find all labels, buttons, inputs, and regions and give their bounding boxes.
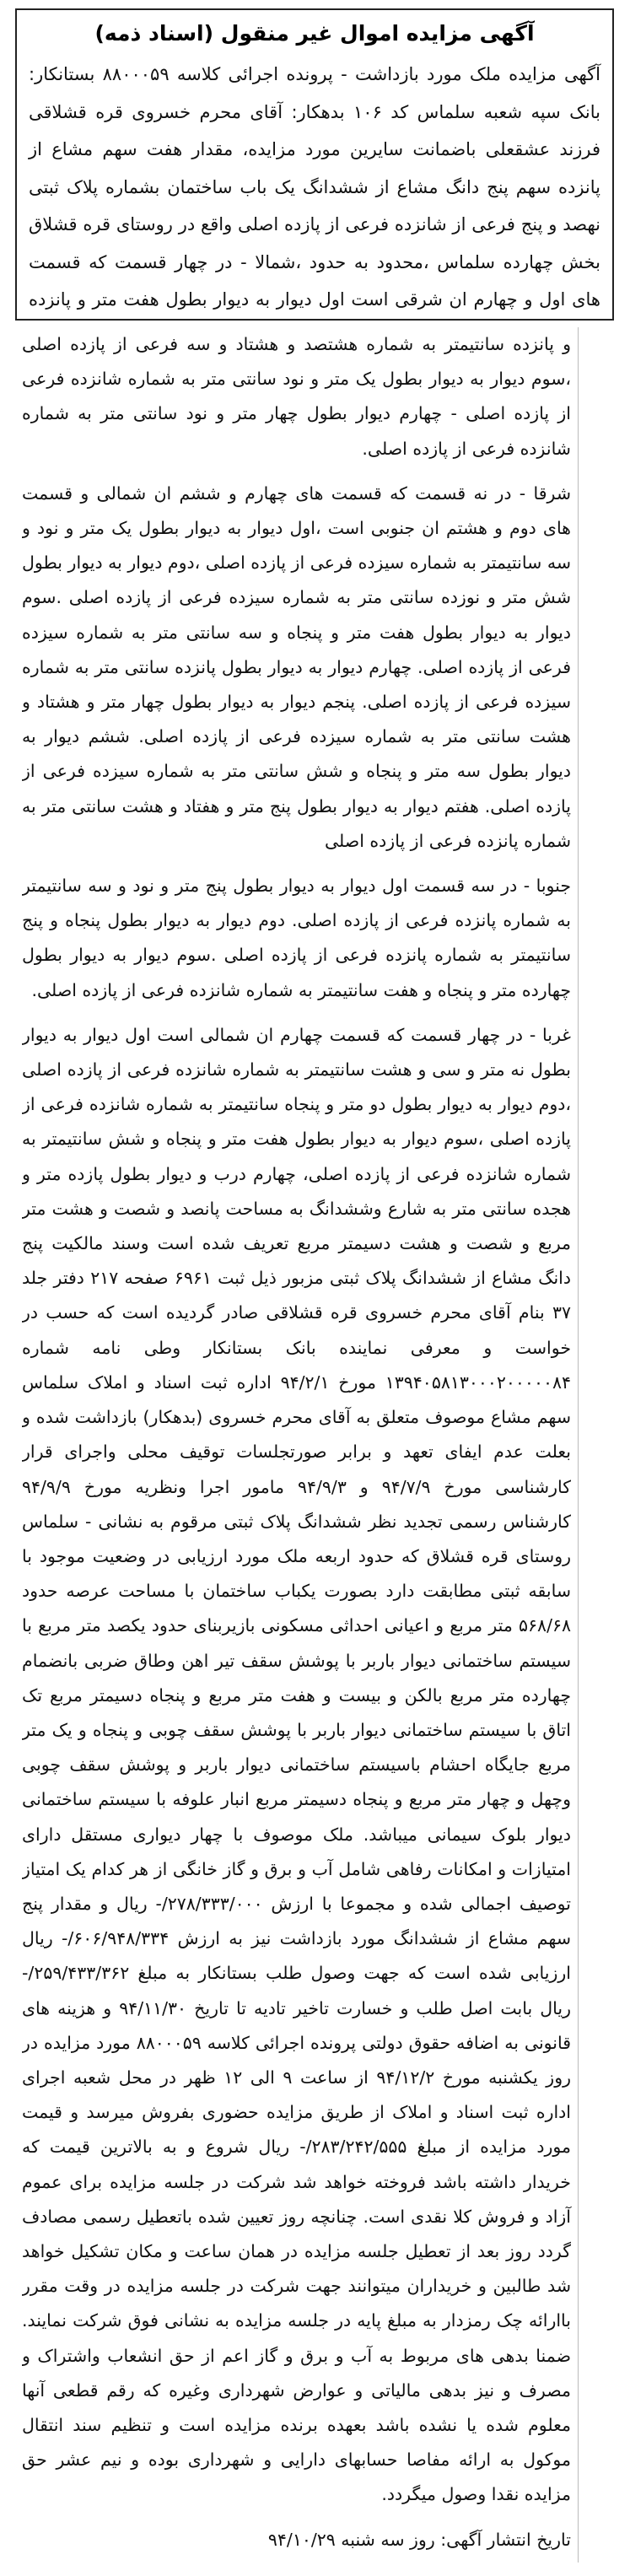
notice-intro: آگهی مزایده ملک مورد بازداشت - پرونده اجرائی کلاسه ۸۸۰۰۰۵۹ بستانکار: بانک سپه شعبه سلماس کد ۱۰۶ بدهکار: آقای محرم خسروی قره قشلاقی فرزند عشقعلی باضمانت سایرین مورد مزایده، مقدار هفت سهم مشاع از پانزده سهم پنج دانگ مشاع از ششدانگ یک باب ساختمان بشماره پلاک ثبتی نهصد و پنج فرعی از شانزده فرعی از پازده اصلی واقع در روستای قره قشلاق بخش چهارده سلماس ،محدود به حدود ،شمالا - در چهار قسمت که قسمت های اول و چهارم ان شرقی است اول دیوار به دیوار بطول هفت متر و پانزده	[29, 64, 601, 310]
paragraph-south-boundary: جنوبا - در سه قسمت اول دیوار به دیوار بطول پنج متر و نود و سه سانتیمتر به شماره پانزده فرعی از پازده اصلی. دوم دیوار به دیوار بطول پنجاه و پنج سانتیمتر به شماره پانزده فرعی از پازده اصلی .سوم دیوار به دیوار بطول چهارده متر و پنجاه و هفت سانتیمتر به شماره شانزده فرعی از پازده اصلی.	[22, 876, 571, 1000]
paragraph-east-boundary: شرقا - در نه قسمت که قسمت های چهارم و ششم ان شمالی و قسمت های دوم و هشتم ان جنوبی است ،اول دیوار به دیوار بطول یک متر و نود و سه سانتیمتر به شماره سیزده فرعی از پازده اصلی ،دوم دیوار به دیوار بطول شش متر و نوزده سانتی متر به شماره سیزده فرعی از پازده اصلی .سوم دیوار به دیوار بطول هفت متر و پنجاه و سه سانتی متر به شماره سیزده فرعی از پازده اصلی. چهارم دیوار به دیوار بطول پانزده سانتی متر به شماره سیزده فرعی از پازده اصلی. پنجم دیوار به دیوار بطول چهار متر و هشتاد و هشت سانتی متر به شماره سیزده فرعی از پازده اصلی. ششم دیوار به دیوار بطول سه متر و پنجاه و شش سانتی متر به شماره سیزده فرعی از پازده اصلی. هفتم دیوار به دیوار بطول پنج متر و هفتاد و هشت سانتی متر به شماره پانزده فرعی از پازده اصلی	[22, 482, 571, 851]
notice-header-block	[15, 8, 614, 321]
notice-body-column	[22, 327, 579, 2563]
signature-line	[22, 2557, 571, 2563]
publish-date: تاریخ انتشار آگهی: روز سه شنبه ۹۴/۱۰/۲۹	[267, 2529, 571, 2550]
notice-title: آگهی مزایده اموال غیر منقول (اسناد ذمه)	[94, 21, 535, 46]
paragraph-north-boundary-cont: و پانزده سانتیمتر به شماره هشتصد و هشتاد و سه فرعی از پازده اصلی ،سوم دیوار به دیوار بطول یک متر و نود سانتی متر به شماره شانزده فرعی از پازده اصلی - چهارم دیوار بطول چهار متر و نود سانتی متر به شماره شانزده فرعی از پازده اصلی.	[22, 334, 571, 459]
paragraph-west-boundary-and-auction-terms: غربا - در چهار قسمت که قسمت چهارم ان شمالی است اول دیوار به دیوار بطول نه متر و سی و هشت سانتیمتر به شماره شانزده فرعی از پازده اصلی ،دوم دیوار به دیوار بطول دو متر و پنجاه سانتیمتر به شماره شانزده فرعی از پازده اصلی ،سوم دیوار به دیوار بطول هفت متر و پنجاه و شش سانتیمتر به شماره شانزده فرعی از پازده اصلی، چهارم درب و دیوار بطول پازده متر و هجده سانتی متر به شارع وششدانگ به مساحت پانصد و شصت و هشت متر مربع و شصت و هشت دسیمتر مربع تعریف شده است وسند مالکیت پنج دانگ مشاع از ششدانگ پلاک ثبتی مزبور ذیل ثبت ۶۹۶۱ صفحه ۲۱۷ دفتر جلد ۳۷ بنام آقای محرم خسروی قره قشلاقی صادر گردیده است که حسب در خواست و معرفی نماینده بانک بستانکار وطی نامه شماره ۱۳۹۴۰۵۸۱۳۰۰۰۲۰۰۰۰۰۸۴ مورخ ۹۴/۲/۱ اداره ثبت اسناد و املاک سلماس سهم مشاع موصوف متعلق به آقای محرم خسروی (بدهکار) بازداشت شده و بعلت عدم ایفای تعهد و برابر صورتجلسات توقیف محلی واجرای قرار کارشناسی مورخ ۹۴/۷/۹ و ۹۴/۹/۳ مامور اجرا ونظریه مورخ ۹۴/۹/۹ کارشناس رسمی تجدید نظر ششدانگ پلاک ثبتی مرقوم به نشانی - سلماس روستای قره قشلاق که حدود اربعه ملک مورد ارزیابی در وضعیت موجود با سابقه ثبتی مطابقت دارد بصورت یکباب ساختمان با مساحت عرصه حدود ۵۶۸/۶۸ متر مربع و اعیانی احداثی مسکونی بازیربنای حدود یکصد متر مربع با سیستم ساختمانی دیوار باربر با پوشش سقف تیر اهن وطاق ضربی بانضمام چهارده متر مربع بالکن و بیست و هفت متر مربع و پنجاه دسیمتر مربع تک اتاق با سیستم ساختمانی دیوار باربر با پوشش سقف چوبی و پنجاه و یک متر مربع جایگاه احشام باسیستم ساختمانی دیوار باربر و پوشش سقف چوبی وچهل و چهار متر مربع و پنجاه دسیمتر مربع انبار علوفه با سیستم ساختمانی دیوار بلوک سیمانی میباشد. ملک موصوف با چهار دیواری مستقل دارای امتیازات و امکانات رفاهی شامل آب و برق و گاز خانگی از هر کدام یک امتیاز توصیف اجمالی شده و مجموعا با ارزش ۲۷۸/۳۳۳/۰۰۰/- ریال و مقدار پنج سهم مشاع از ششدانگ مورد بازداشت نیز به ارزش ۶۰۶/۹۴۸/۳۳۴/- ریال ارزیابی شده است که جهت وصول طلب بستانکار به مبلغ ۲۵۹/۴۳۳/۳۶۲/- ریال بابت اصل طلب و خسارت تاخیر تادیه تا تاریخ ۹۴/۱۱/۳۰ و هزینه های قانونی به اضافه حقوق دولتی پرونده اجرائی کلاسه ۸۸۰۰۰۵۹ مورد مزایده در روز یکشنبه مورخ ۹۴/۱۲/۲ از ساعت ۹ الی ۱۲ ظهر در محل شعبه اجرای اداره ثبت اسناد و املاک از طریق مزایده حضوری بفروش میرسد و قیمت مورد مزایده از مبلغ ۲۸۳/۲۴۲/۵۵۵/- ریال شروع و به بالاترین قیمت که خریدار داشته باشد فروخته خواهد شد شرکت در جلسه مزایده برای عموم آزاد و فروش کلا نقدی است. چنانچه روز تعیین شده باتعطیل رسمی مصادف گردد روز بعد از تعطیل جلسه مزایده در همان ساعت و مکان تشکیل خواهد شد طالبین و خریداران میتوانند جهت شرکت در جلسه مزایده در وقت مقرر باارائه چک رمزدار به مبلغ پایه در جلسه مزایده به نشانی فوق شرکت نمایند. ضمنا بدهی های مربوط به آب و برق و گاز اعم از حق انشعاب واشتراک و مصرف و نیز بدهی مالیاتی و عوارض شهرداری وغیره که رقم قطعی آنها معلوم شده یا نشده باشد بعهده برنده مزایده است و تنظیم سند انتقال موکول به ارائه مفاصا حسابهای دارایی و شهرداری بوده و نیم عشر حق مزایده نقدا وصول میگردد.	[22, 1024, 572, 2505]
